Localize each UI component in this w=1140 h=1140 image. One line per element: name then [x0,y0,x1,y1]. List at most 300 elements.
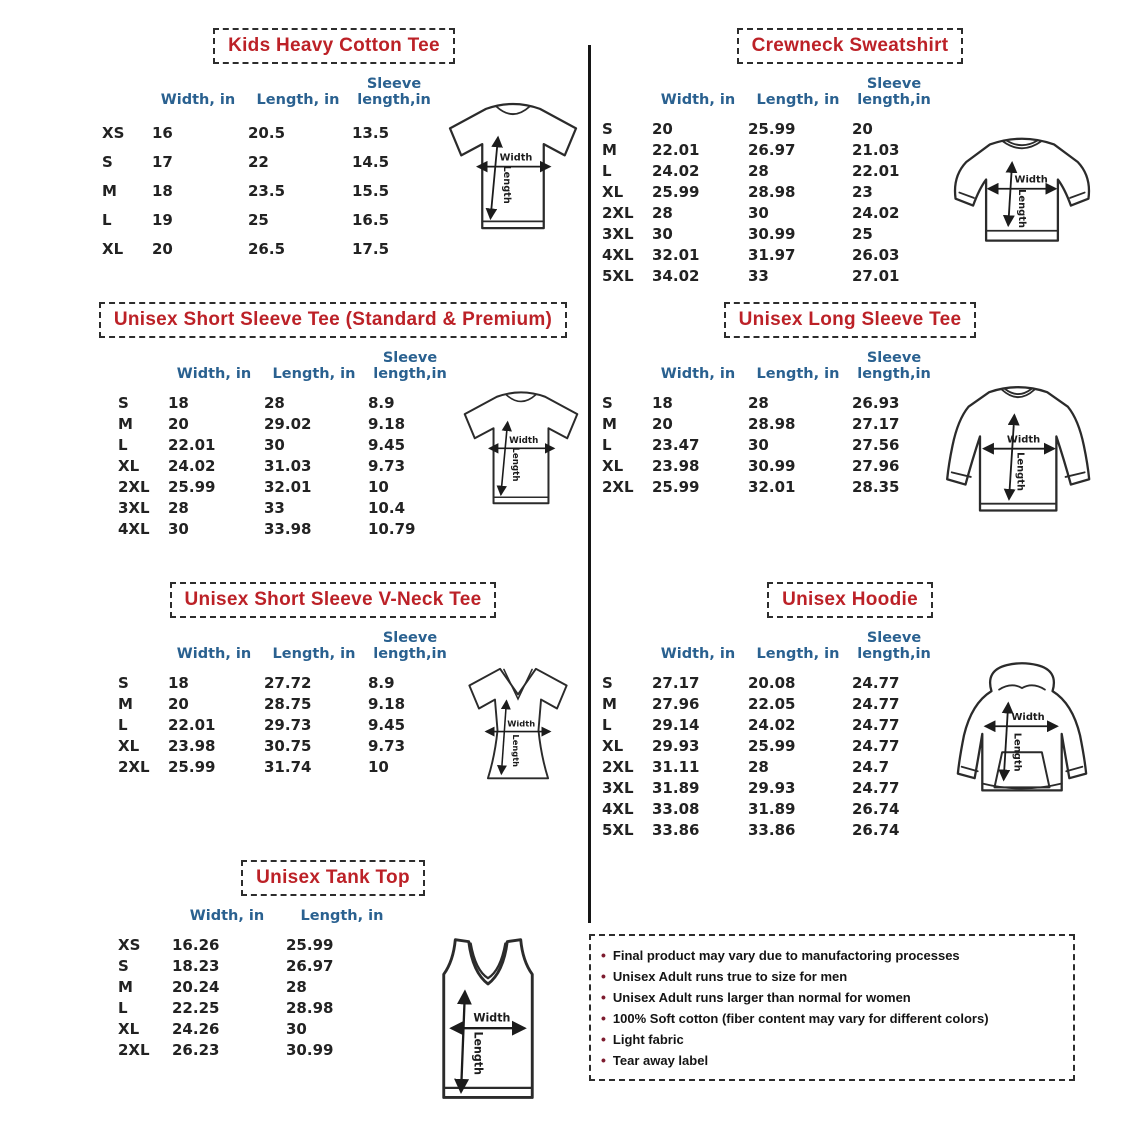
value-cell: 30 [748,203,769,222]
value-cell: 28 [286,977,307,996]
table-row [100,118,438,147]
value-cell: 30.99 [748,456,796,475]
width-arrow-label: Width [509,435,539,446]
value-cell: 25 [248,210,269,229]
section-unisex-v-neck-tee [78,582,588,806]
value-cell: 26.74 [852,799,900,818]
table-row [116,735,454,756]
value-cell: 23.98 [652,456,700,475]
bullet-icon: • [601,1010,606,1026]
size-cell: L [602,715,612,734]
length-arrow-label: Length [509,447,520,482]
value-cell: 30 [286,1019,307,1038]
bullet-icon: • [601,947,606,963]
col-header-length: Length, in [756,366,840,383]
col-header-size-empty [116,626,166,672]
value-cell: 24.77 [852,715,900,734]
size-table-unisex-long-sleeve-tee [600,346,938,497]
length-arrow-label: Length [1015,189,1027,229]
section-title-text: Unisex Hoodie [782,589,918,610]
size-cell: 2XL [602,477,634,496]
value-cell: 9.45 [368,715,406,734]
size-cell: XL [602,182,624,201]
size-cell: S [118,393,129,412]
value-cell: 24.02 [652,161,700,180]
value-cell: 16.26 [172,935,220,954]
section-unisex-tank-top [78,860,588,1110]
width-arrow-label: Width [1014,174,1048,186]
value-cell: 29.73 [264,715,312,734]
value-cell: 23.47 [652,435,700,454]
table-row [600,735,938,756]
note-text: Final product may vary due to manufactoring processes [612,948,960,963]
size-cell: L [602,435,612,454]
value-cell: 16.5 [352,210,390,229]
table-row [116,455,454,476]
value-cell: 31.11 [652,757,700,776]
value-cell: 13.5 [352,123,390,142]
size-cell: L [118,715,128,734]
size-table-unisex-short-sleeve-tee [116,346,454,539]
value-cell: 22.01 [168,435,216,454]
value-cell: 33 [748,266,769,285]
size-cell: S [118,673,129,692]
value-cell: 18.23 [172,956,220,975]
value-cell: 30.99 [286,1040,334,1059]
value-cell: 28 [264,393,285,412]
value-cell: 32.01 [652,245,700,264]
table-row [116,497,454,518]
value-cell: 29.93 [748,778,796,797]
table-row [116,1039,400,1060]
value-cell: 29.93 [652,736,700,755]
value-cell: 10.4 [368,498,406,517]
value-cell: 16 [152,123,173,142]
table-row [600,455,938,476]
tee-diagram [438,78,588,250]
value-cell: 9.18 [368,694,406,713]
value-cell: 20 [652,119,673,138]
col-header-length: Length, in [300,908,384,924]
table-row [116,672,454,693]
table-row [116,413,454,434]
size-cell: XL [602,456,624,475]
value-cell: 30 [264,435,285,454]
width-arrow-label: Width [473,1011,511,1025]
value-cell: 27.01 [852,266,900,285]
value-cell: 9.73 [368,456,406,475]
value-cell: 8.9 [368,393,395,412]
table-row [116,1018,400,1039]
value-cell: 28 [748,393,769,412]
value-cell: 20 [652,414,673,433]
value-cell: 26.93 [852,393,900,412]
table-row [600,434,938,455]
table-row [116,976,400,997]
value-cell: 26.74 [852,820,900,839]
value-cell: 10.79 [368,519,416,538]
size-cell: XL [602,736,624,755]
value-cell: 29.02 [264,414,312,433]
value-cell: 31.89 [652,778,700,797]
section-title [724,302,977,338]
note-text: Unisex Adult runs true to size for men [612,969,848,984]
value-cell: 29.14 [652,715,700,734]
width-arrow-label: Width [1006,434,1041,446]
value-cell: 22.01 [652,140,700,159]
size-cell: M [602,140,617,159]
value-cell: 9.18 [368,414,406,433]
value-cell: 25.99 [748,119,796,138]
col-header-size-empty [100,72,150,118]
value-cell: 28.35 [852,477,900,496]
value-cell: 24.02 [748,715,796,734]
table-row [600,756,938,777]
size-cell: 2XL [118,1040,150,1059]
value-cell: 26.5 [248,239,286,258]
value-cell: 28 [168,498,189,517]
value-cell: 10 [368,477,389,496]
long-sleeve-tee-diagram [938,360,1106,532]
table-row [600,693,938,714]
value-cell: 27.96 [652,694,700,713]
value-cell: 27.56 [852,435,900,454]
size-cell: S [602,673,613,692]
col-header-width: Width, in [189,908,265,924]
value-cell: 31.97 [748,245,796,264]
table-row [600,714,938,735]
value-cell: 28 [652,203,673,222]
value-cell: 24.77 [852,778,900,797]
table-row [116,756,454,777]
note-item [601,987,1063,1008]
col-header-width: Width, in [660,366,736,383]
section-title-text: Unisex Long Sleeve Tee [738,309,962,330]
section-title [213,28,455,64]
col-header-sleeve: Sleeve length,in [357,76,431,109]
value-cell: 26.97 [286,956,334,975]
value-cell: 25.99 [168,477,216,496]
value-cell: 22.01 [852,161,900,180]
value-cell: 23.5 [248,181,286,200]
section-unisex-long-sleeve-tee [594,302,1106,532]
value-cell: 28 [748,161,769,180]
size-cell: XS [102,123,125,142]
value-cell: 30.99 [748,224,796,243]
size-cell: 5XL [602,820,634,839]
size-cell: XL [102,239,124,258]
col-header-size-empty [600,72,650,118]
value-cell: 15.5 [352,181,390,200]
table-row [100,205,438,234]
size-cell: 2XL [118,757,150,776]
size-cell: M [118,694,133,713]
value-cell: 20 [168,694,189,713]
value-cell: 18 [168,673,189,692]
value-cell: 33.98 [264,519,312,538]
size-table-kids-heavy-cotton-tee [100,72,438,263]
sweatshirt-diagram [938,112,1106,267]
col-header-width: Width, in [660,646,736,663]
note-item [601,945,1063,966]
value-cell: 25 [852,224,873,243]
table-row [116,693,454,714]
value-cell: 30 [652,224,673,243]
col-header-length: Length, in [272,366,356,383]
table-row [600,819,938,840]
table-row [600,139,938,160]
table-row [600,476,938,497]
table-row [116,434,454,455]
value-cell: 25.99 [652,182,700,201]
size-cell: M [602,694,617,713]
bullet-icon: • [601,968,606,984]
size-cell: 2XL [602,203,634,222]
value-cell: 17.5 [352,239,390,258]
col-header-size-empty [600,346,650,392]
width-arrow-label: Width [1011,712,1045,724]
size-table-unisex-tank-top [116,904,400,1060]
length-arrow-label: Length [1014,452,1026,492]
col-header-size-empty [600,626,650,672]
value-cell: 9.73 [368,736,406,755]
value-cell: 28.75 [264,694,312,713]
col-header-sleeve: Sleeve length,in [857,630,931,663]
size-cell: XL [118,736,140,755]
value-cell: 14.5 [352,152,390,171]
value-cell: 33.08 [652,799,700,818]
value-cell: 33 [264,498,285,517]
section-title-text: Unisex Short Sleeve Tee (Standard & Premium) [113,309,553,330]
value-cell: 22.25 [172,998,220,1017]
size-cell: 2XL [118,477,150,496]
hoodie-diagram [938,644,1106,823]
note-item [601,1008,1063,1029]
value-cell: 24.77 [852,736,900,755]
section-crewneck-sweatshirt [594,28,1106,286]
note-item [601,966,1063,987]
size-table-unisex-hoodie [600,626,938,840]
size-cell: S [602,393,613,412]
section-title-text: Kids Heavy Cotton Tee [228,35,440,56]
value-cell: 26.97 [748,140,796,159]
size-cell: 5XL [602,266,634,285]
value-cell: 27.17 [652,673,700,692]
col-header-size-empty [116,904,170,934]
bullet-icon: • [601,989,606,1005]
value-cell: 18 [168,393,189,412]
product-notes [589,934,1075,1081]
value-cell: 27.96 [852,456,900,475]
col-header-length: Length, in [756,646,840,663]
table-row [116,476,454,497]
tee-diagram [454,360,588,532]
value-cell: 22 [248,152,269,171]
table-row [116,955,400,976]
value-cell: 9.45 [368,435,406,454]
value-cell: 31.89 [748,799,796,818]
value-cell: 20 [152,239,173,258]
value-cell: 20 [852,119,873,138]
table-row [600,181,938,202]
value-cell: 25.99 [652,477,700,496]
length-arrow-label: Length [471,1031,485,1075]
length-arrow-label: Length [501,165,512,204]
size-cell: XL [118,456,140,475]
value-cell: 30.75 [264,736,312,755]
value-cell: 28.98 [286,998,334,1017]
value-cell: 33.86 [748,820,796,839]
value-cell: 33.86 [652,820,700,839]
value-cell: 21.03 [852,140,900,159]
size-cell: M [118,977,133,996]
value-cell: 32.01 [264,477,312,496]
value-cell: 23.98 [168,736,216,755]
col-header-length: Length, in [256,92,340,109]
value-cell: 25.99 [286,935,334,954]
table-row [116,392,454,413]
note-text: Light fabric [612,1032,684,1047]
section-unisex-hoodie [594,582,1106,840]
value-cell: 32.01 [748,477,796,496]
length-arrow-label: Length [1011,732,1023,772]
col-header-width: Width, in [160,92,236,109]
bullet-icon: • [601,1031,606,1047]
size-cell: L [602,161,612,180]
value-cell: 27.17 [852,414,900,433]
col-header-sleeve: Sleeve length,in [857,76,931,109]
width-arrow-label: Width [499,152,533,164]
table-row [600,202,938,223]
size-cell: L [102,210,112,229]
value-cell: 28 [748,757,769,776]
table-row [600,265,938,286]
col-header-sleeve: Sleeve length,in [373,350,447,383]
section-title [767,582,933,618]
table-row [600,118,938,139]
section-title [737,28,964,64]
size-cell: 4XL [602,245,634,264]
size-cell: 3XL [602,224,634,243]
size-cell: S [602,119,613,138]
table-row [116,714,454,735]
col-header-size-empty [116,346,166,392]
value-cell: 17 [152,152,173,171]
note-item [601,1029,1063,1050]
size-cell: S [102,152,113,171]
table-row [116,997,400,1018]
table-row [600,223,938,244]
value-cell: 30 [748,435,769,454]
section-title [170,582,497,618]
width-arrow-label: Width [507,718,536,729]
table-row [116,518,454,539]
value-cell: 24.02 [852,203,900,222]
table-row [600,413,938,434]
size-cell: M [118,414,133,433]
section-title [99,302,567,338]
section-title [241,860,425,896]
value-cell: 8.9 [368,673,395,692]
value-cell: 25.99 [168,757,216,776]
value-cell: 20.5 [248,123,286,142]
value-cell: 19 [152,210,173,229]
size-cell: 4XL [602,799,634,818]
value-cell: 22.05 [748,694,796,713]
value-cell: 20.08 [748,673,796,692]
size-cell: 3XL [118,498,150,517]
col-header-sleeve: Sleeve length,in [857,350,931,383]
v-neck-tee-diagram [454,636,582,806]
section-unisex-short-sleeve-tee [78,302,588,539]
col-header-sleeve: Sleeve length,in [373,630,447,663]
size-table-unisex-v-neck-tee [116,626,454,777]
value-cell: 27.72 [264,673,312,692]
value-cell: 18 [652,393,673,412]
table-row [600,777,938,798]
note-text: 100% Soft cotton (fiber content may vary for different colors) [612,1011,989,1026]
note-text: Unisex Adult runs larger than normal for women [612,990,911,1005]
value-cell: 18 [152,181,173,200]
size-cell: 4XL [118,519,150,538]
size-cell: M [102,181,117,200]
col-header-length: Length, in [756,92,840,109]
length-arrow-label: Length [510,734,521,768]
value-cell: 30 [168,519,189,538]
bullet-icon: • [601,1052,606,1068]
value-cell: 28.98 [748,414,796,433]
table-row [600,672,938,693]
size-cell: XL [118,1019,140,1038]
section-title-text: Unisex Tank Top [256,867,410,888]
table-row [100,147,438,176]
column-divider [588,45,591,923]
value-cell: 31.74 [264,757,312,776]
size-cell: 2XL [602,757,634,776]
value-cell: 20 [168,414,189,433]
col-header-length: Length, in [272,646,356,663]
value-cell: 25.99 [748,736,796,755]
col-header-width: Width, in [176,366,252,383]
value-cell: 24.77 [852,694,900,713]
tank-top-diagram [430,932,546,1110]
table-row [116,934,400,955]
table-row [600,798,938,819]
value-cell: 10 [368,757,389,776]
size-table-crewneck-sweatshirt [600,72,938,286]
value-cell: 24.77 [852,673,900,692]
value-cell: 23 [852,182,873,201]
size-cell: S [118,956,129,975]
note-text: Tear away label [612,1053,709,1068]
col-header-width: Width, in [660,92,736,109]
value-cell: 20.24 [172,977,220,996]
size-cell: L [118,435,128,454]
value-cell: 28.98 [748,182,796,201]
value-cell: 24.02 [168,456,216,475]
value-cell: 22.01 [168,715,216,734]
value-cell: 24.26 [172,1019,220,1038]
table-row [100,176,438,205]
table-row [100,234,438,263]
table-row [600,160,938,181]
value-cell: 24.7 [852,757,890,776]
section-title-text: Crewneck Sweatshirt [751,35,949,56]
size-cell: L [118,998,128,1017]
value-cell: 31.03 [264,456,312,475]
table-row [600,392,938,413]
value-cell: 34.02 [652,266,700,285]
